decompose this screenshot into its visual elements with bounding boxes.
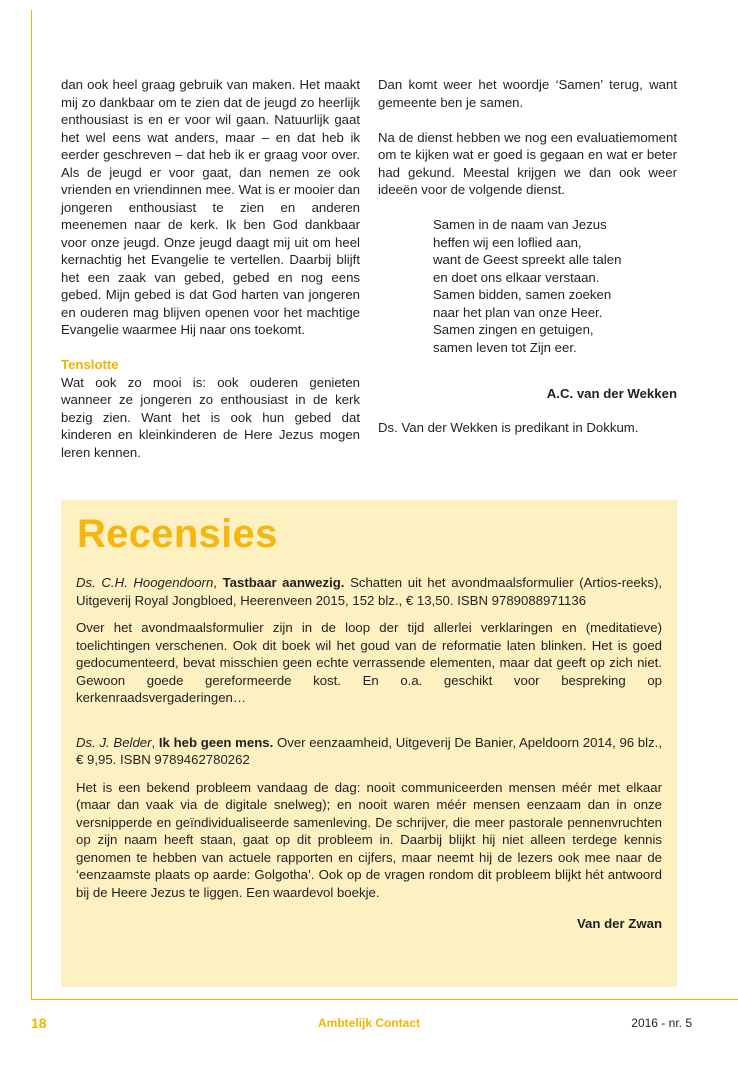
issue-number: 2016 - nr. 5 <box>631 1016 692 1030</box>
review-1-book-title: Tastbaar aanwezig. <box>222 575 345 590</box>
poem-line: Samen bidden, samen zoeken <box>433 287 612 302</box>
page-number: 18 <box>31 1015 47 1031</box>
magazine-title: Ambtelijk Contact <box>317 1016 420 1030</box>
review-2-book-title: Ik heb geen mens. <box>158 734 274 750</box>
review-1-author: Ds. C.H. Hoogendoorn <box>76 575 214 590</box>
review-2-citation: Ds. J. Belder, Ik heb geen mens. Over eenzaamheid, Uitgeverij De Banier, Apeldoorn 2014, 96 blz., € 9,95. ISBN 9789462780262 <box>76 734 662 767</box>
article-author: A.C. van der Wekken <box>546 385 677 401</box>
review-1-details: Schatten uit het avondmaalsformulier (Artios-reeks), Uitgeverij Royal Jongbloed, Heerenveen 2015, 152 blz., € 13,50. ISBN 9789088971136 <box>76 575 662 608</box>
poem-line: want de Geest spreekt alle talen <box>433 252 622 267</box>
poem-line: naar het plan van onze Heer. <box>433 304 603 320</box>
recensies-title: Recensies <box>77 512 278 556</box>
margin-rule-vertical <box>31 10 32 1000</box>
footer-rule <box>31 999 738 1000</box>
right-column <box>378 76 677 437</box>
review-2-author: Ds. J. Belder <box>76 734 152 750</box>
author-note: Ds. Van der Wekken is predikant in Dokkum. <box>378 420 639 435</box>
review-2-details: Over eenzaamheid, Uitgeverij De Banier, Apeldoorn 2014, 96 blz., € 9,95. ISBN 9789462780262 <box>76 734 662 767</box>
review-1-body: Over het avondmaalsformulier zijn in de loop der tijd allerlei verklaringen en (meditatieve) toelichtingen verschenen. Ook dit boek wil het goud van de reformatie laten blinken. Het is goed gedocumenteerd, bevat misschien geen echte verrassende elementen, maar dat geeft op zich niet. Gewoon goede gereformeerde kost. En o.a. geschikt voor bespreking op kerkenraadsvergaderingen… <box>76 620 662 705</box>
recensies-box <box>61 500 677 987</box>
poem <box>433 216 677 356</box>
poem-line: samen leven tot Zijn eer. <box>433 339 577 355</box>
left-paragraph-1: dan ook heel graag gebruik van maken. Het maakt mij zo dankbaar om te zien dat de jeugd zo heerlijk enthousiast is en er voor wil gaan. Natuurlijk gaat het wel eens wat anders, maar – en dat heb ik eerder geschreven – dat heb ik er graag voor over. Als de jeugd er voor gaat, dan nemen ze ook vrienden en vriendinnen mee. Wat is er mooier dan jongeren enthousiast te zien en anderen meenemen naar de kerk. Ik ben God dankbaar voor onze jeugd. Onze jeugd daagt mij uit om heel kernachtig het Evangelie te vertellen. Daarbij blijft het een zaak van gebed, gebed en nog eens gebed. Mijn gebed is dat God harten van jongeren en ouderen mag blijven openen voor het machtige Evangelie waarmee Hij naar ons toekomt. <box>61 77 360 337</box>
right-paragraph-2: Na de dienst hebben we nog een evaluatiemoment om te kijken wat er goed is gegaan en wat er beter had gekund. Meestal krijgen we dan ook weer ideeën voor de volgende dienst. <box>378 129 677 197</box>
reviewer-signature: Van der Zwan <box>576 916 662 931</box>
review-1-citation: Ds. C.H. Hoogendoorn, Tastbaar aanwezig. Schatten uit het avondmaalsformulier (Artios-reeks), Uitgeverij Royal Jongbloed, Heerenveen 2015, 152 blz., € 13,50. ISBN 9789088971136 <box>76 575 662 608</box>
poem-line: en doet ons elkaar verstaan. <box>433 269 600 285</box>
poem-line: heffen wij een loflied aan, <box>433 234 582 250</box>
left-column <box>61 76 360 461</box>
subheading-tenslotte: Tenslotte <box>61 357 119 372</box>
review-2-body: Het is een bekend probleem vandaag de dag: nooit communiceerden mensen méér met elkaar (maar dan vaak via de digitale snelweg); en nooit waren méér mensen eenzaam dan in onze versnipperde en geïndividualiseerde samenleving. De schrijver, die meer pastorale pennenvruchten op zijn naam heeft staan, gaat op dit probleem in. Daarbij blijkt hij niet alleen terdege kennis genomen te hebben van actuele rapporten en cijfers, maar neemt hij de lezers ook mee naar de ‘eenzaamste plaats op aarde: Golgotha’. Ook op de vragen rondom dit probleem blijkt hét antwoord bij de Heere Jezus te liggen. Een waardevol boekje. <box>76 779 662 900</box>
right-paragraph-1: Dan komt weer het woordje ‘Samen’ terug, want gemeente ben je samen. <box>378 77 677 110</box>
poem-line: Samen in de naam van Jezus <box>433 217 607 232</box>
poem-line: Samen zingen en getuigen, <box>433 322 594 337</box>
left-paragraph-2: Wat ook zo mooi is: ook ouderen genieten wanneer ze jongeren zo enthousiast in de kerk bezig zien. Want het is ook hun gebed dat kinderen en kleinkinderen de Here Jezus mogen leren kennen. <box>61 374 360 460</box>
recensies-body <box>76 574 662 933</box>
